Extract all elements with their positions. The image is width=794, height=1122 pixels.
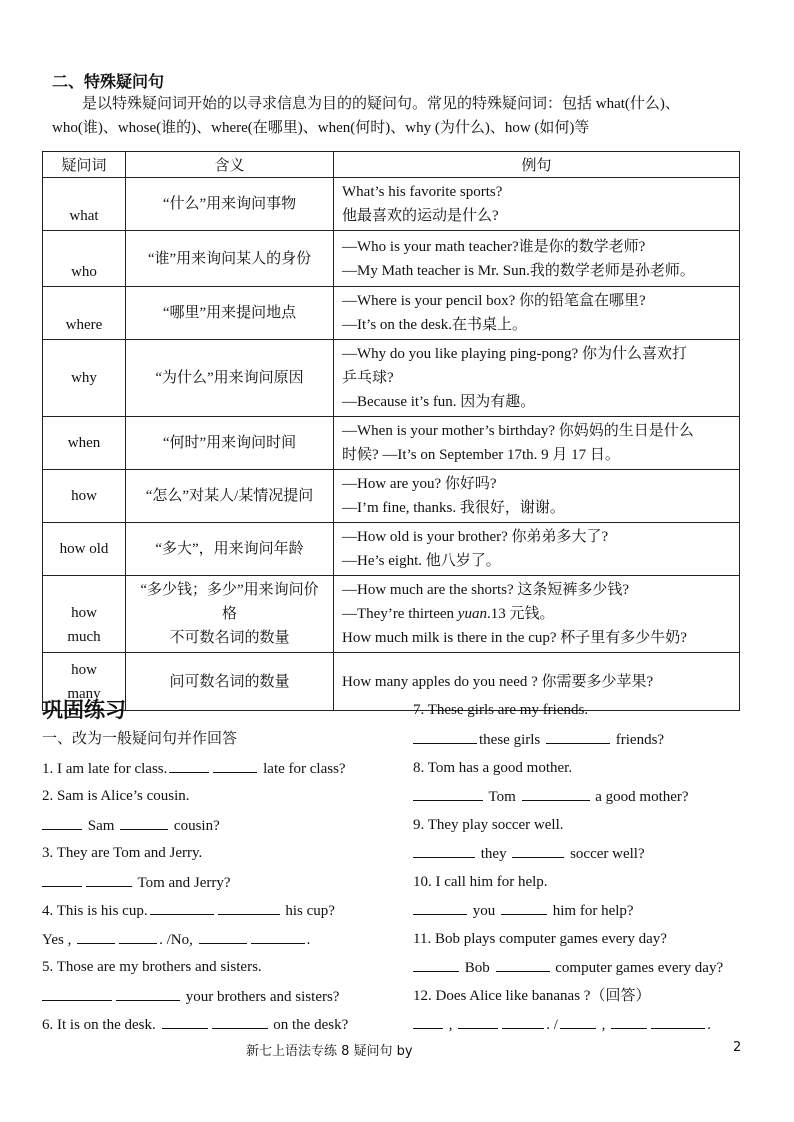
meaning-cell: “什么”用来询问事物 — [126, 178, 334, 231]
example-line: —How are you? 你好吗? — [342, 476, 497, 492]
intro-line-2: who(谁)、whose(谁的)、where(在哪里)、when(何时)、why (为什么)、how (如何)等 — [52, 120, 590, 136]
blank-field[interactable] — [522, 786, 590, 801]
example-line: How many apples do you need ? 你需要多少苹果? — [342, 673, 654, 690]
exercise-text: these girls — [479, 732, 544, 748]
exercise-text: computer games every day? — [551, 960, 724, 976]
header-meaning: 含义 — [126, 152, 334, 178]
table-row — [43, 287, 740, 340]
intro-line-1: 是以特殊疑问词开始的以寻求信息为目的的疑问句。常见的特殊疑问词：包括 what(什么)、 — [82, 96, 680, 112]
header-word: 疑问词 — [43, 152, 126, 178]
blank-field[interactable] — [458, 1014, 498, 1029]
blank-field[interactable] — [162, 1014, 208, 1029]
table-row — [43, 417, 740, 470]
exercise-text: you — [469, 903, 499, 919]
blank-field[interactable] — [116, 986, 180, 1001]
exercise-10-answer — [413, 900, 634, 921]
example-cell — [334, 470, 740, 523]
blank-field[interactable] — [150, 900, 214, 915]
blank-field[interactable] — [42, 815, 82, 830]
example-cell — [334, 576, 740, 653]
exercise-4 — [42, 900, 335, 921]
table-row — [43, 523, 740, 576]
blank-field[interactable] — [119, 929, 157, 944]
blank-field[interactable] — [560, 1014, 596, 1029]
exercise-text: Tom — [485, 789, 520, 805]
exercise-text: late for class? — [259, 761, 346, 777]
blank-field[interactable] — [413, 957, 459, 972]
meaning-cell — [126, 576, 334, 653]
meaning-line: 格 — [221, 606, 237, 622]
exercise-7: 7. These girls are my friends. — [413, 702, 589, 718]
exercise-12: 12. Does Alice like bananas ?（回答） — [413, 988, 651, 1004]
exercise-text: your brothers and sisters? — [182, 989, 340, 1005]
question-word: why — [43, 340, 126, 417]
example-line: —How old is your brother? 你弟弟多大了? — [342, 529, 609, 545]
exercise-text: Tom and Jerry? — [134, 875, 231, 891]
exercise-10: 10. I call him for help. — [413, 874, 548, 890]
blank-field[interactable] — [251, 929, 305, 944]
exercise-text: on the desk? — [269, 1017, 349, 1033]
exercise-text: . — [707, 1017, 711, 1033]
exercise-text: Bob — [461, 960, 494, 976]
question-word-line: much — [67, 629, 101, 645]
question-word-line: how — [71, 605, 97, 621]
example-line: —Where is your pencil box? 你的铅笔盒在哪里? — [342, 293, 646, 309]
exercise-11-answer — [413, 957, 723, 978]
example-line: —It’s on the desk.在书桌上。 — [342, 317, 527, 333]
table-row — [43, 576, 740, 653]
blank-field[interactable] — [413, 843, 475, 858]
section-heading: 二、特殊疑问句 — [52, 72, 165, 91]
example-text: —They’re thirteen — [342, 606, 458, 622]
meaning-cell: 问可数名词的数量 — [126, 653, 334, 711]
exercise-5-answer — [42, 986, 339, 1007]
example-line: —I’m fine, thanks. 我很好，谢谢。 — [342, 500, 565, 516]
question-word: where — [43, 287, 126, 340]
exercise-12-answer — [413, 1014, 711, 1035]
example-cell — [334, 231, 740, 287]
exercise-text: . / — [546, 1017, 558, 1033]
blank-field[interactable] — [212, 1014, 268, 1029]
example-line: 他最喜欢的运动是什么? — [342, 208, 499, 224]
blank-field[interactable] — [86, 872, 132, 887]
exercise-text: . — [306, 932, 311, 948]
example-cell — [334, 287, 740, 340]
table-row — [43, 340, 740, 417]
question-word-line: how — [71, 661, 97, 678]
exercise-2-answer — [42, 815, 220, 836]
blank-field[interactable] — [512, 843, 564, 858]
meaning-cell: “为什么”用来询问原因 — [126, 340, 334, 417]
example-line: —He’s eight. 他八岁了。 — [342, 553, 501, 569]
blank-field[interactable] — [546, 729, 610, 744]
exercise-1 — [42, 758, 346, 779]
exercise-text: 4. This is his cup. — [42, 903, 148, 919]
blank-field[interactable] — [218, 900, 280, 915]
exercise-text: . /No, — [159, 932, 197, 948]
exercise-2: 2. Sam is Alice’s cousin. — [42, 788, 190, 804]
example-italic-word: yuan — [457, 606, 487, 622]
blank-field[interactable] — [651, 1014, 705, 1029]
exercise-8-answer — [413, 786, 689, 807]
exercise-text: they — [477, 846, 511, 862]
blank-field[interactable] — [42, 986, 112, 1001]
example-line: How much milk is there in the cup? 杯子里有多少牛奶? — [342, 630, 687, 646]
blank-field[interactable] — [120, 815, 168, 830]
blank-field[interactable] — [502, 1014, 544, 1029]
exercise-3-answer — [42, 872, 231, 893]
exercise-3: 3. They are Tom and Jerry. — [42, 845, 203, 861]
question-word-table — [42, 151, 740, 711]
question-word — [43, 576, 126, 653]
blank-field[interactable] — [213, 758, 257, 773]
example-line: —When is your mother’s birthday? 你妈妈的生日是什么 — [342, 423, 694, 439]
example-line: What’s his favorite sports? — [342, 184, 503, 200]
question-word: what — [43, 178, 126, 231]
question-word: how — [43, 470, 126, 523]
example-text: .13 元钱。 — [486, 606, 555, 622]
blank-field[interactable] — [77, 929, 115, 944]
example-line: 乒乓球? — [342, 370, 394, 386]
exercise-text: Sam — [84, 818, 119, 834]
blank-field[interactable] — [496, 957, 550, 972]
blank-field[interactable] — [169, 758, 209, 773]
meaning-line: “多少钱；多少”用来询问价 — [140, 582, 319, 598]
example-cell — [334, 417, 740, 470]
example-cell — [334, 523, 740, 576]
exercise-4-answer — [42, 929, 310, 950]
exercise-text: a good mother? — [591, 789, 689, 805]
question-word: who — [43, 231, 126, 287]
table-row — [43, 231, 740, 287]
table-row — [43, 178, 740, 231]
blank-field[interactable] — [413, 729, 477, 744]
exercise-text: , — [445, 1017, 457, 1033]
exercise-text: friends? — [612, 732, 665, 748]
table-row — [43, 470, 740, 523]
meaning-cell: “哪里”用来提问地点 — [126, 287, 334, 340]
exercise-text: cousin? — [170, 818, 220, 834]
question-word-line: many — [67, 685, 101, 702]
exercise-text: him for help? — [549, 903, 634, 919]
question-word: how old — [43, 523, 126, 576]
question-word: when — [43, 417, 126, 470]
practice-title: 巩固练习 — [42, 698, 126, 722]
exercise-text: , — [597, 1017, 610, 1033]
meaning-cell: “多大”，用来询问年龄 — [126, 523, 334, 576]
example-line: —How much are the shorts? 这条短裤多少钱? — [342, 582, 630, 598]
blank-field[interactable] — [413, 900, 467, 915]
table-row — [43, 653, 740, 711]
example-line — [342, 602, 731, 626]
example-cell — [334, 178, 740, 231]
exercise-9-answer — [413, 843, 645, 864]
exercise-text: his cup? — [281, 903, 335, 919]
example-cell — [334, 340, 740, 417]
example-line: 时候? —It’s on September 17th. 9 月 17 日。 — [342, 447, 620, 463]
table-header-row — [43, 152, 740, 178]
example-line: —Why do you like playing ping-pong? 你为什么喜欢打 — [342, 346, 687, 362]
exercise-9: 9. They play soccer well. — [413, 817, 564, 833]
blank-field[interactable] — [611, 1014, 647, 1029]
exercise-8: 8. Tom has a good mother. — [413, 760, 573, 776]
example-line: —Who is your math teacher?谁是你的数学老师? — [342, 238, 646, 255]
blank-field[interactable] — [413, 1014, 443, 1029]
meaning-cell: “谁”用来询问某人的身份 — [126, 231, 334, 287]
footer-text: 新七上语法专练 8 疑问句 by — [246, 1044, 413, 1059]
exercise-7-answer — [413, 729, 664, 750]
exercise-text: Yes , — [42, 932, 76, 948]
exercise-text: soccer well? — [566, 846, 645, 862]
page-number: 2 — [733, 1040, 742, 1055]
blank-field[interactable] — [42, 872, 82, 887]
meaning-cell: “怎么”对某人/某情况提问 — [126, 470, 334, 523]
exercise-6 — [42, 1014, 348, 1035]
exercise-11: 11. Bob plays computer games every day? — [413, 931, 667, 947]
blank-field[interactable] — [199, 929, 247, 944]
blank-field[interactable] — [501, 900, 547, 915]
header-example: 例句 — [334, 152, 740, 178]
example-line: —My Math teacher is Mr. Sun.我的数学老师是孙老师。 — [342, 262, 695, 279]
exercise-5: 5. Those are my brothers and sisters. — [42, 959, 262, 975]
exercise-text: 6. It is on the desk. — [42, 1017, 160, 1033]
meaning-line: 不可数名词的数量 — [169, 630, 290, 646]
exercise-text: 1. I am late for class. — [42, 761, 168, 777]
blank-field[interactable] — [413, 786, 483, 801]
practice-subtitle: 一、改为一般疑问句并作回答 — [42, 729, 238, 747]
example-line: —Because it’s fun. 因为有趣。 — [342, 394, 536, 410]
meaning-cell: “何时”用来询问时间 — [126, 417, 334, 470]
